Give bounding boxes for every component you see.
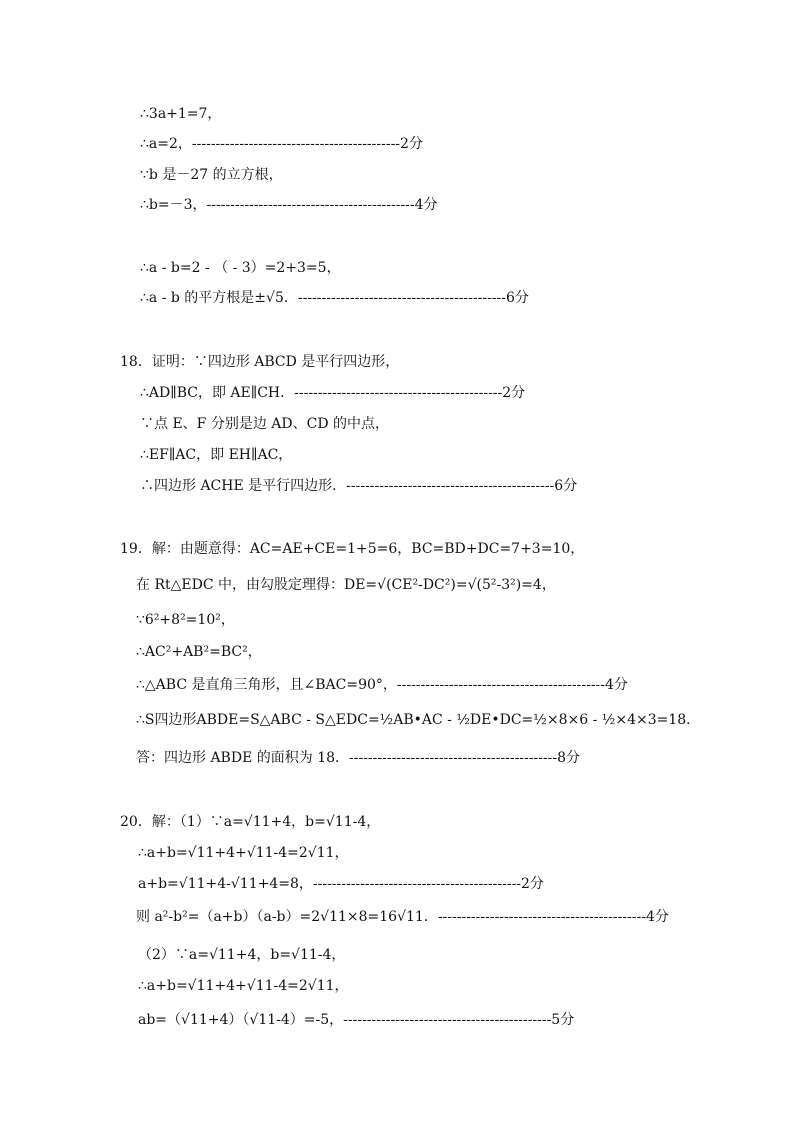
- text-line: ∴四边形 ACHE 是平行四边形．--------------------------------------------6分: [140, 478, 578, 494]
- text-line: 18．证明：∵四边形 ABCD 是平行四边形，: [120, 354, 400, 370]
- text-line: ∴a - b 的平方根是±√5．--------------------------------------------6分: [140, 290, 529, 306]
- text-line: ∵点 E、F 分别是边 AD、CD 的中点，: [140, 416, 390, 432]
- text-line: 则 a²-b²=（a+b）（a-b）=2√11×8=16√11．--------------------------------------------4分: [136, 909, 669, 925]
- text-line: ∴AC²+AB²=BC²，: [136, 644, 262, 660]
- text-line: ∴△ABC 是直角三角形，且∠BAC=90°，--------------------------------------------4分: [136, 677, 628, 693]
- text-line: ∴AD∥BC，即 AE∥CH．--------------------------------------------2分: [140, 385, 526, 401]
- text-line: 答：四边形 ABDE 的面积为 18．--------------------------------------------8分: [136, 750, 581, 766]
- text-line: （2）∵a=√11+4，b=√11-4，: [138, 947, 346, 963]
- text-line: a+b=√11+4-√11+4=8，--------------------------------------------2分: [138, 876, 544, 892]
- text-line: ∵6²+8²=10²，: [136, 612, 235, 628]
- text-line: 在 Rt△EDC 中，由勾股定理得：DE=√(CE²-DC²)=√(5²-3²)=4，: [136, 577, 556, 593]
- text-line: ∴b=－3，--------------------------------------------4分: [140, 197, 438, 213]
- text-line: ∴a=2，--------------------------------------------2分: [140, 136, 423, 152]
- text-line: ∴a - b=2 - （ - 3）=2+3=5，: [140, 260, 341, 276]
- text-line: ∴EF∥AC，即 EH∥AC，: [140, 447, 293, 463]
- text-line: 20．解：（1）∵a=√11+4，b=√11-4，: [120, 814, 381, 830]
- text-line: 19．解：由题意得：AC=AE+CE=1+5=6，BC=BD+DC=7+3=10，: [120, 541, 585, 557]
- text-line: ∴3a+1=7，: [140, 106, 222, 122]
- text-line: ∵b 是－27 的立方根，: [140, 167, 283, 183]
- text-line: ab=（√11+4）（√11-4）=-5，--------------------------------------------5分: [138, 1012, 575, 1028]
- text-line: ∴S四边形ABDE=S△ABC - S△EDC=½AB•AC - ½DE•DC=½×8×6 - ½×4×3=18．: [136, 712, 701, 728]
- text-line: ∴a+b=√11+4+√11-4=2√11，: [138, 845, 349, 861]
- text-line: ∴a+b=√11+4+√11-4=2√11，: [138, 978, 349, 994]
